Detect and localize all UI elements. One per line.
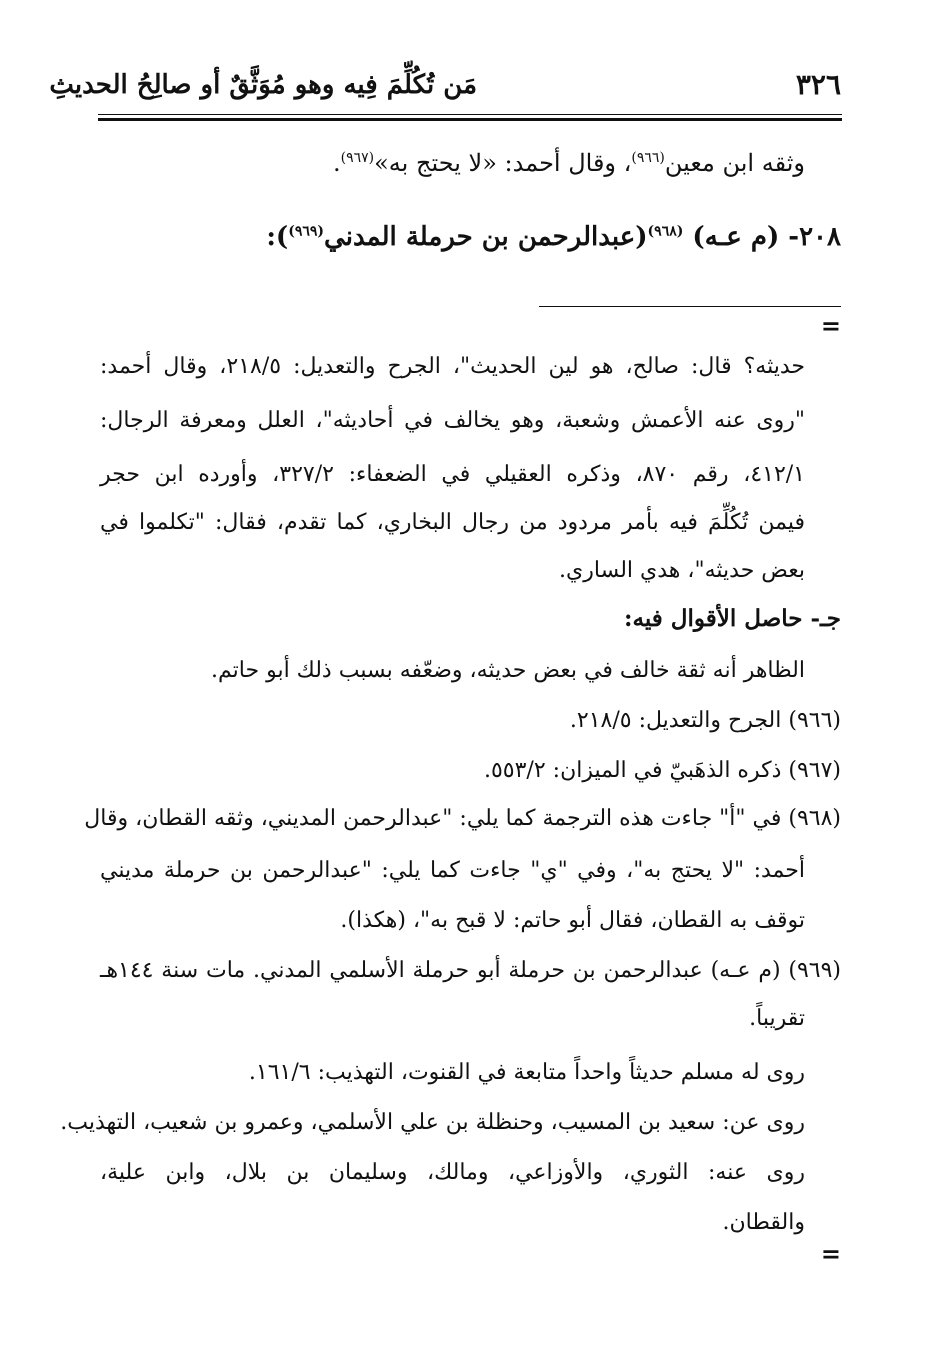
footnote-968-line-2: أحمد: "لا يحتج به"، وفي "ي" جاءت كما يلي: "عبدالرحمن بن حرملة مديني bbox=[100, 858, 805, 883]
body-text: ، وقال أحمد: «لا يحتج به» bbox=[374, 149, 632, 177]
footnote-ref-969[interactable]: (٩٦٩) bbox=[288, 223, 325, 240]
footnote-ref-968[interactable]: (٩٦٨) bbox=[647, 223, 684, 240]
footnote-968-line-1: (٩٦٨) في "أ" جاءت هذه الترجمة كما يلي: "عبدالرحمن المديني، وثقه القطان، وقال bbox=[84, 806, 841, 831]
header-rule-thick bbox=[98, 118, 842, 121]
footnote-968-line-3: توقف به القطان، فقال أبو حاتم: لا قبح به"، (هكذا). bbox=[340, 908, 805, 933]
biography-name: (عبدالرحمن بن حرملة المدني bbox=[324, 222, 648, 252]
biography-number: ٢٠٨- (م عـه) bbox=[692, 222, 841, 252]
footnote-969-line-1: (٩٦٩) (م عـه) عبدالرحمن بن حرملة أبو حرملة الأسلمي المدني. مات سنة ١٤٤هـ bbox=[100, 958, 841, 983]
footnote-continuation-line-5: بعض حديثه"، هدي الساري. bbox=[559, 558, 805, 583]
biography-heading-end: ): bbox=[266, 222, 289, 252]
biography-heading bbox=[266, 222, 841, 252]
body-line-1 bbox=[333, 148, 805, 178]
footnote-continuation-line-1: حديثه؟ قال: صالح، هو لين الحديث"، الجرح والتعديل: ٢١٨/٥، وقال أحمد: bbox=[100, 354, 805, 379]
footnote-continuation-line-3: ٤١٢/١، رقم ٨٧٠، وذكره العقيلي في الضعفاء: ٣٢٧/٢، وأورده ابن حجر bbox=[100, 462, 805, 487]
footnote-967: (٩٦٧) ذكره الذهَبيّ في الميزان: ٥٥٣/٢. bbox=[483, 758, 841, 783]
body-text: وثقه ابن معين bbox=[664, 149, 805, 177]
footnote-969-line-4: روى عن: سعيد بن المسيب، وحنظلة بن علي الأسلمي، وعمرو بن شعيب، التهذيب. bbox=[60, 1110, 805, 1135]
page-number: ٣٢٦ bbox=[795, 68, 841, 101]
footnote-separator bbox=[539, 306, 841, 307]
footnote-continuation-line-4: فيمن تُكُلِّمَ فيه بأمر مردود من رجال البخاري، كما تقدم، فقال: "تكلموا في bbox=[100, 510, 805, 535]
footnote-969-line-2: تقريباً. bbox=[749, 1006, 805, 1031]
footnote-ref-966[interactable]: (٩٦٦) bbox=[631, 150, 665, 166]
footnote-ref-967[interactable]: (٩٦٧) bbox=[340, 150, 375, 166]
continuation-marker: = bbox=[820, 311, 841, 340]
header-rule-thin bbox=[98, 114, 842, 115]
footnote-969-line-5: روى عنه: الثوري، والأوزاعي، ومالك، وسليمان بن بلال، وابن علية، bbox=[100, 1160, 805, 1185]
body-text: . bbox=[332, 149, 341, 177]
running-title: مَن تُكُلِّمَ فِيه وهو مُوَثَّقٌ أو صالِحُ الحديثِ bbox=[49, 70, 477, 100]
section-text: الظاهر أنه ثقة خالف في بعض حديثه، وضعّفه بسبب ذلك أبو حاتم. bbox=[211, 658, 805, 683]
footnote-966: (٩٦٦) الجرح والتعديل: ٢١٨/٥. bbox=[569, 708, 841, 733]
footnote-969-line-6: والقطان. bbox=[722, 1210, 805, 1235]
footnote-continuation-line-2: "روى عنه الأعمش وشعبة، وهو يخالف في أحاديثه"، العلل ومعرفة الرجال: bbox=[100, 408, 805, 433]
footnote-969-line-3: روى له مسلم حديثاً واحداً متابعة في القنوت، التهذيب: ١٦١/٦. bbox=[248, 1060, 805, 1085]
section-heading: جـ- حاصل الأقوال فيه: bbox=[624, 605, 841, 632]
continuation-marker-bottom: = bbox=[820, 1239, 841, 1268]
